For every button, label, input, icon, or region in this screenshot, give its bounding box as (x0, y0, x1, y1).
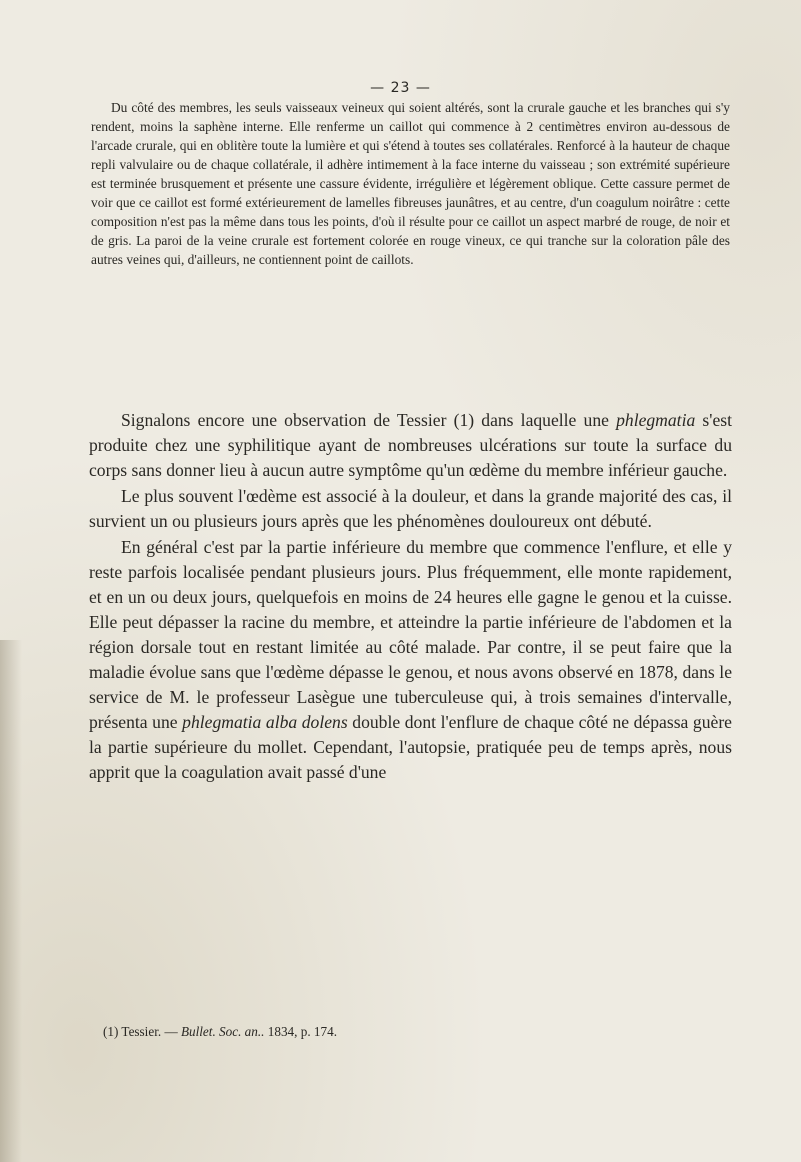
paragraph-1: Du côté des membres, les seuls vaisseaux veineux qui soient altérés, sont la crurale gauche et les branches qui s'y rendent, moins la saphène interne. Elle renferme un caillot qui commence à 2 centimètres environ au-dessous de l'arcade crurale, qui en oblitère toute la lumière et qui s'étend à toutes ses collatérales. Renforcé à la hauteur de chaque repli valvulaire ou de chaque collatérale, il adhère intimement à la face interne du vaisseau ; son extrémité supérieure est terminée brusquement et présente une cassure évidente, irrégulière et légèrement oblique. Cette cassure permet de voir que ce caillot est formé extérieurement de lamelles fibreuses jaunâtres, et au centre, d'un coagulum noirâtre : cette composition n'est pas la même dans tous les points, d'où il résulte pour ce caillot un aspect marbré de rouge, de noir et de gris. La paroi de la veine crurale est fortement colorée en rouge vineux, ce qui tranche sur la coloration pâle des autres veines qui, d'ailleurs, ne contiennent point de caillots. (91, 100, 730, 267)
paragraph-2-text-2: s'est produite chez une syphilitique ayant de nombreuses ulcérations sur toute la surface du corps sans donner lieu à aucun autre symptôme qu'un œdème du membre inférieur gauche. (89, 410, 732, 480)
paragraph-4 (89, 535, 732, 785)
footnote-text-2: 1834, p. 174. (264, 1024, 337, 1039)
paragraph-2-italic: phlegmatia (616, 410, 696, 430)
paragraph-4-italic: phlegmatia alba dolens (182, 712, 348, 732)
page-number: — 23 — (370, 80, 431, 96)
page-edge-shadow (0, 640, 22, 1162)
paragraph-2 (89, 408, 732, 483)
body-text-small (91, 98, 730, 269)
footnote-text-1: (1) Tessier. — (103, 1024, 181, 1039)
paragraph-4-text-2: double dont l'enflure de chaque côté ne dépassa guère la partie supérieure du mollet. Cependant, l'autopsie, pratiquée peu de temps après, nous apprit que la coagulation avait passé d'une (89, 712, 732, 782)
paragraph-4-text-1: En général c'est par la partie inférieure du membre que commence l'enflure, et elle y reste parfois localisée pendant plusieurs jours. Plus fréquemment, elle monte rapidement, et en un ou deux jours, quelquefois en moins de 24 heures elle gagne le genou et la cuisse. Elle peut dépasser la racine du membre, et atteindre la partie inférieure de l'abdomen et la région dorsale tout en restant limitée au côté malade. Par contre, il se peut faire que la maladie évolue sans que l'œdème dépasse le genou, et nous avons observé en 1878, dans le service de M. le professeur Lasègue une tuberculeuse qui, à trois semaines d'intervalle, présenta une (89, 537, 732, 732)
paragraph-2-text-1: Signalons encore une observation de Tessier (1) dans laquelle une (121, 410, 617, 430)
body-text-main (89, 408, 732, 786)
footnote-italic: Bullet. Soc. an.. (180, 1024, 265, 1039)
paragraph-3: Le plus souvent l'œdème est associé à la douleur, et dans la grande majorité des cas, il survient un ou plusieurs jours après que les phénomènes douloureux ont débuté. (89, 486, 732, 531)
footnote (103, 1023, 723, 1041)
